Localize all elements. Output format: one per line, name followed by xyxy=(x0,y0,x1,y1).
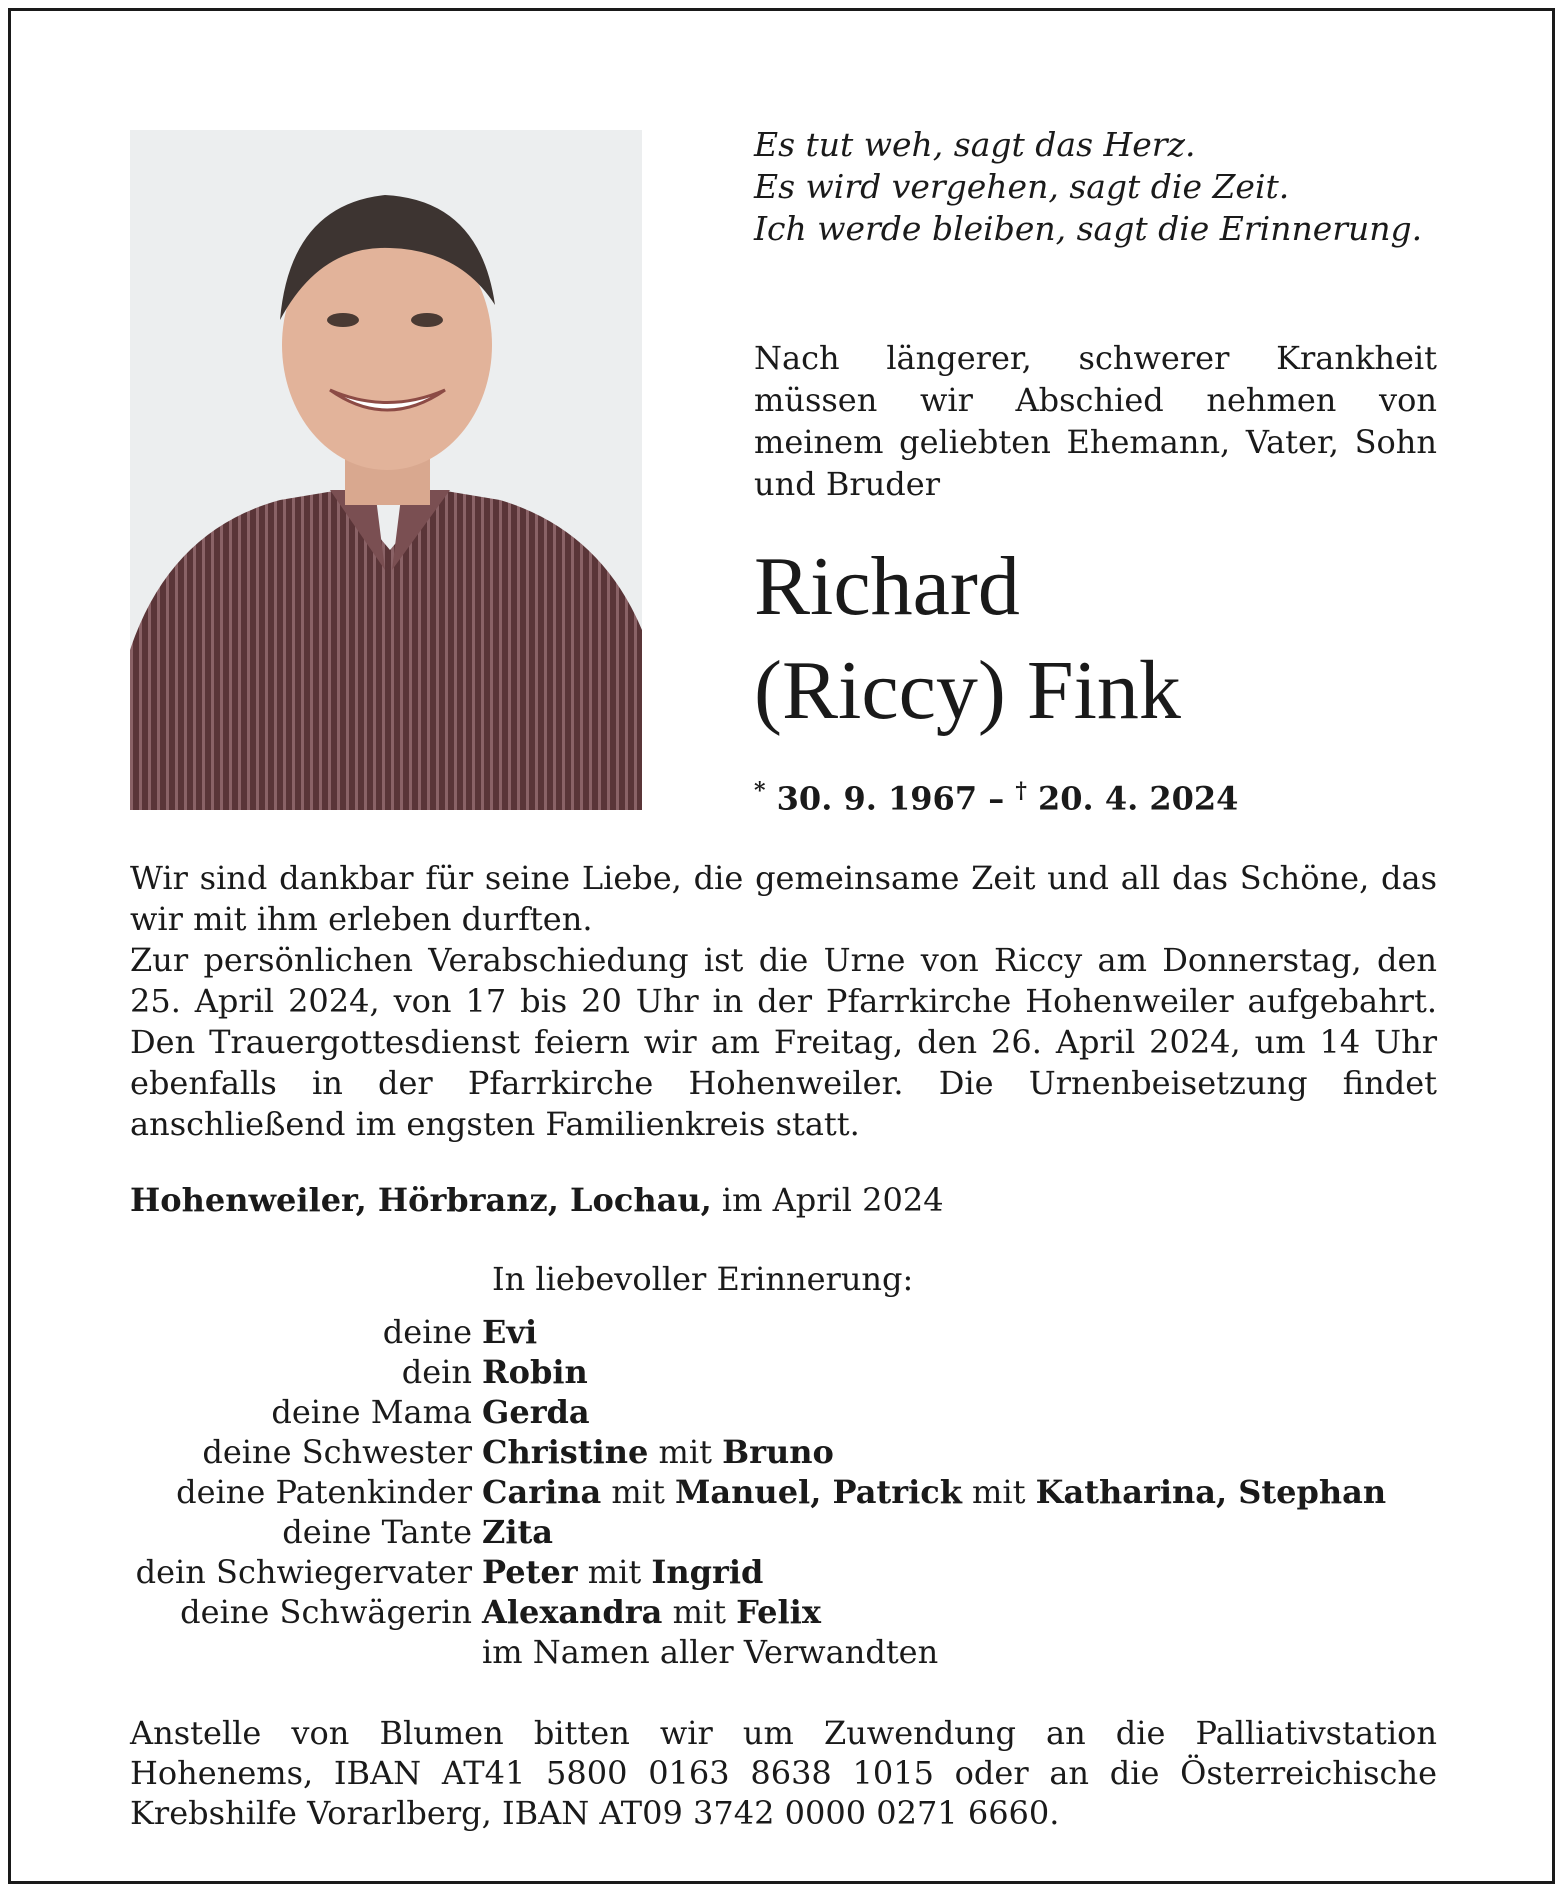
mourner-names xyxy=(482,1472,1470,1512)
mourner-connector: mit xyxy=(961,1473,1036,1511)
mourner-names xyxy=(482,1552,1470,1592)
mourner-relation: dein xyxy=(401,1353,472,1391)
mourner-name: Manuel, Patrick xyxy=(675,1473,962,1511)
name-second-line: (Riccy) Fink xyxy=(754,644,1181,737)
life-dates xyxy=(754,778,1238,818)
donation-note: Anstelle von Blumen bitten wir um Zuwendung an die Palliativstation Hohenems, IBAN AT41 5800 0163 8638 1015 oder an die Österreichische Krebshilfe Vorarlberg, IBAN AT09 3742 0000 0271 6660. xyxy=(130,1714,1437,1832)
mourner-row xyxy=(130,1552,1470,1592)
mourner-row xyxy=(130,1392,1470,1432)
quote-line: Es wird vergehen, sagt die Zeit. xyxy=(754,167,1290,206)
mourner-row xyxy=(130,1312,1470,1352)
mourner-name: Evi xyxy=(482,1313,538,1351)
mourner-names xyxy=(482,1352,1470,1392)
mourner-name: Christine xyxy=(482,1433,649,1471)
gratitude-paragraph: Wir sind dankbar für seine Liebe, die gemeinsame Zeit und all das Schöne, das wir mit ihm erleben durften. xyxy=(130,859,1437,938)
mourner-name: Gerda xyxy=(482,1393,590,1431)
relatives-line: im Namen aller Verwandten xyxy=(482,1633,939,1671)
portrait-photo xyxy=(130,130,642,810)
mourner-relation: deine Schwester xyxy=(202,1433,472,1471)
mourner-relation: deine xyxy=(382,1313,472,1351)
quote-line: Ich werde bleiben, sagt die Erinnerung. xyxy=(754,209,1423,248)
mourner-names xyxy=(482,1312,1470,1352)
mourner-row xyxy=(130,1512,1470,1552)
mourner-name: Bruno xyxy=(722,1433,834,1471)
places-towns: Hohenweiler, Hörbranz, Lochau, xyxy=(130,1181,712,1219)
mourner-name: Carina xyxy=(482,1473,602,1511)
mourner-connector: mit xyxy=(577,1553,652,1591)
mourner-connector: mit xyxy=(662,1593,737,1631)
body-text xyxy=(130,858,1437,1145)
birth-star-icon: * xyxy=(754,778,766,804)
intro-text: Nach längerer, schwerer Krankheit müssen wir Abschied nehmen von meinem geliebten Ehemann, Vater, Sohn und Bruder xyxy=(754,339,1437,503)
mourner-row xyxy=(130,1352,1470,1392)
quote-block xyxy=(754,124,1454,250)
mourner-names xyxy=(482,1392,1470,1432)
death-cross-icon: † xyxy=(1015,778,1027,804)
date-separator: – xyxy=(977,779,1016,818)
mourner-connector: mit xyxy=(648,1433,723,1471)
mourner-name: Felix xyxy=(736,1593,821,1631)
mourner-relation: deine Mama xyxy=(271,1393,472,1431)
mourner-relation: deine Patenkinder xyxy=(176,1473,472,1511)
name-first-line: Richard xyxy=(754,540,1020,633)
mourner-name: Peter xyxy=(482,1553,578,1591)
death-date: 20. 4. 2024 xyxy=(1038,779,1239,818)
mourner-name: Zita xyxy=(482,1513,554,1551)
place-date-line xyxy=(130,1181,944,1219)
ceremony-paragraph: Zur persönlichen Verabschiedung ist die Urne von Riccy am Donnerstag, den 25. April 2024, von 17 bis 20 Uhr in der Pfarrkirche Hohenweiler aufgebahrt. Den Trauergottesdienst feiern wir am Freitag, den 26. April 2024, um 14 Uhr ebenfalls in der Pfarrkirche Hohenweiler. Die Urnenbeisetzung findet anschließend im engsten Familienkreis statt. xyxy=(130,941,1437,1143)
mourner-relation: deine Tante xyxy=(282,1513,472,1551)
mourner-names xyxy=(482,1512,1470,1552)
birth-date: 30. 9. 1967 xyxy=(776,779,978,818)
mourner-name: Alexandra xyxy=(482,1593,663,1631)
mourner-name: Robin xyxy=(482,1353,588,1391)
mourner-row xyxy=(130,1632,1470,1672)
mourner-connector: mit xyxy=(601,1473,675,1511)
mourner-relation: dein Schwiegervater xyxy=(135,1553,472,1591)
deceased-name xyxy=(754,535,1514,743)
mourner-relation: deine Schwägerin xyxy=(180,1593,472,1631)
mourner-name: Ingrid xyxy=(651,1553,764,1591)
mourner-row xyxy=(130,1592,1470,1632)
places-date: im April 2024 xyxy=(711,1181,944,1219)
mourner-row xyxy=(130,1472,1470,1512)
mourner-names xyxy=(482,1432,1470,1472)
mourner-names xyxy=(482,1592,1470,1632)
mourner-row xyxy=(130,1432,1470,1472)
mourner-relation-empty xyxy=(130,1632,482,1672)
quote-line: Es tut weh, sagt das Herz. xyxy=(754,125,1196,164)
mourner-name: Katharina, Stephan xyxy=(1035,1473,1387,1511)
memory-heading: In liebevoller Erinnerung: xyxy=(492,1260,914,1298)
mourners-list xyxy=(130,1312,1470,1672)
